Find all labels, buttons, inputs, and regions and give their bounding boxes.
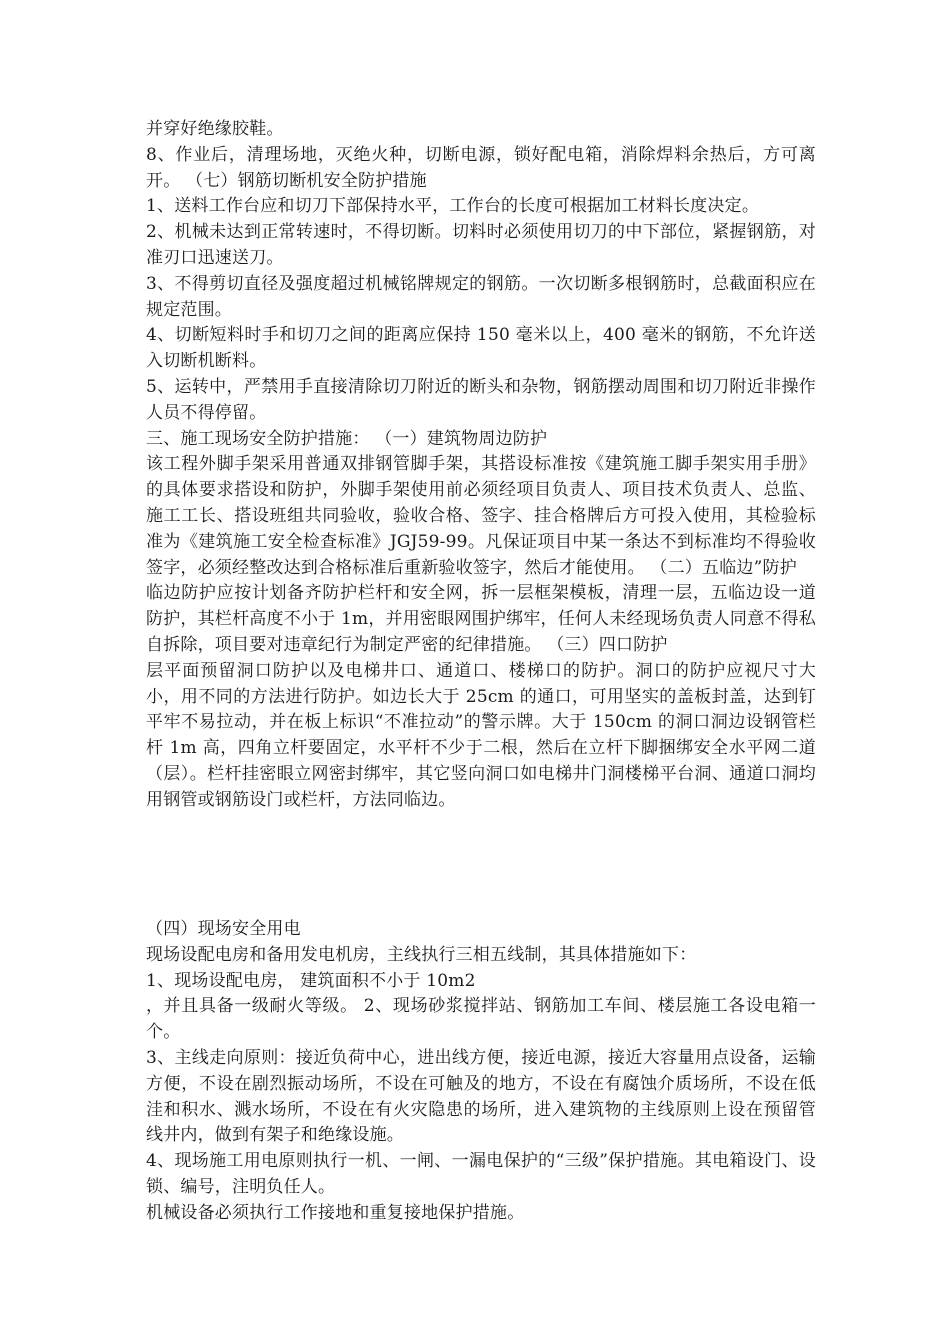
paragraph: 4、切断短料时手和切刀之间的距离应保持 150 毫米以上，400 毫米的钢筋，不允许送入切断机断料。 (146, 325, 816, 372)
paragraph: 1、送料工作台应和切刀下部保持水平，工作台的长度可根据加工材料长度决定。 (146, 196, 760, 217)
paragraph: 机械设备必须执行工作接地和重复接地保护措施。 (146, 1202, 525, 1223)
section-heading: （四）现场安全用电 (146, 919, 301, 939)
text-block-lower (146, 917, 816, 1227)
paragraph: 2、机械未达到正常转速时，不得切断。切料时必须使用切刀的中下部位，紧握钢筋，对准刃口迅速送刀。 (146, 222, 816, 268)
paragraph: 3、主线走向原则：接近负荷中心，进出线方便，接近电源，接近大容量用点设备，运输方便，不设在剧烈振动场所，不设在可触及的地方，不设在有腐蚀介质场所，不设在低洼和积水、溅水场所，不设在有火灾隐患的场所，进入建筑物的主线原则上设在预留管线井内，做到有架子和绝缘设施。 (146, 1047, 816, 1146)
paragraph: 4、现场施工用电原则执行一机、一闸、一漏电保护的“三级”保护措施。其电箱设门、设锁、编号，注明负任人。 (146, 1151, 816, 1197)
paragraph: 该工程外脚手架采用普通双排钢管脚手架，其搭设标准按《建筑施工脚手架实用手册》的具体要求搭设和防护，外脚手架使用前必须经项目负责人、项目技术负责人、总监、施工工长、搭设班组共同验收，验收合格、签字、挂合格牌后方可投入使用，其检验标准为《建筑施工安全检查标准》JGJ59-99。凡保证项目中某一条达不到标准均不得验收签字，必须经整改达到合格标准后重新验收签字，然后才能使用。 （二）五临边”防护 (146, 454, 816, 578)
paragraph: 1、现场设配电房， 建筑面积不小于 10m2 (146, 970, 476, 991)
paragraph: 临边防护应按计划备齐防护栏杆和安全网，拆一层框架模板，清理一层，五临边设一道防护，其栏杆高度不小于 1m，并用密眼网围护绑牢，任何人未经现场负责人同意不得私自拆除，项目要对违章纪行为制定严密的纪律措施。 （三）四口防护 (146, 583, 816, 655)
paragraph: ，并且具备一级耐火等级。 2、现场砂浆搅拌站、钢筋加工车间、楼层施工各设电箱一个。 (146, 996, 816, 1043)
paragraph: 3、不得剪切直径及强度超过机械铭牌规定的钢筋。一次切断多根钢筋时，总截面积应在规定范围。 (146, 273, 816, 320)
text-block-upper (146, 117, 816, 814)
paragraph: 现场设配电房和备用发电机房，主线执行三相五线制，其具体措施如下： (146, 944, 697, 965)
paragraph: 层平面预留洞口防护以及电梯井口、通道口、楼梯口的防护。洞口的防护应视尺寸大小，用不同的方法进行防护。如边长大于 25cm 的通口，可用坚实的盖板封盖，达到钉平牢不易拉动，并在板上标识“不准拉动”的警示牌。大于 150cm 的洞口洞边设钢管栏杆 1m 高，四角立杆要固定，水平杆不少于二根，然后在立杆下脚捆绑安全水平网二道（层）。栏杆挂密眼立网密封绑牢，其它竖向洞口如电梯井门洞楼梯平台洞、通道口洞均用钢管或钢筋设门或栏杆，方法同临边。 (146, 660, 816, 810)
paragraph: 并穿好绝缘胶鞋。 (146, 119, 284, 139)
paragraph: 8、作业后，清理场地，灭绝火种，切断电源，锁好配电箱，消除焊料余热后，方可离开。 （七）钢筋切断机安全防护措施 (146, 144, 816, 191)
paragraph: 5、运转中，严禁用手直接清除切刀附近的断头和杂物，钢筋摆动周围和切刀附近非操作人员不得停留。 (146, 376, 816, 423)
section-heading: 三、施工现场安全防护措施： （一）建筑物周边防护 (146, 428, 548, 449)
